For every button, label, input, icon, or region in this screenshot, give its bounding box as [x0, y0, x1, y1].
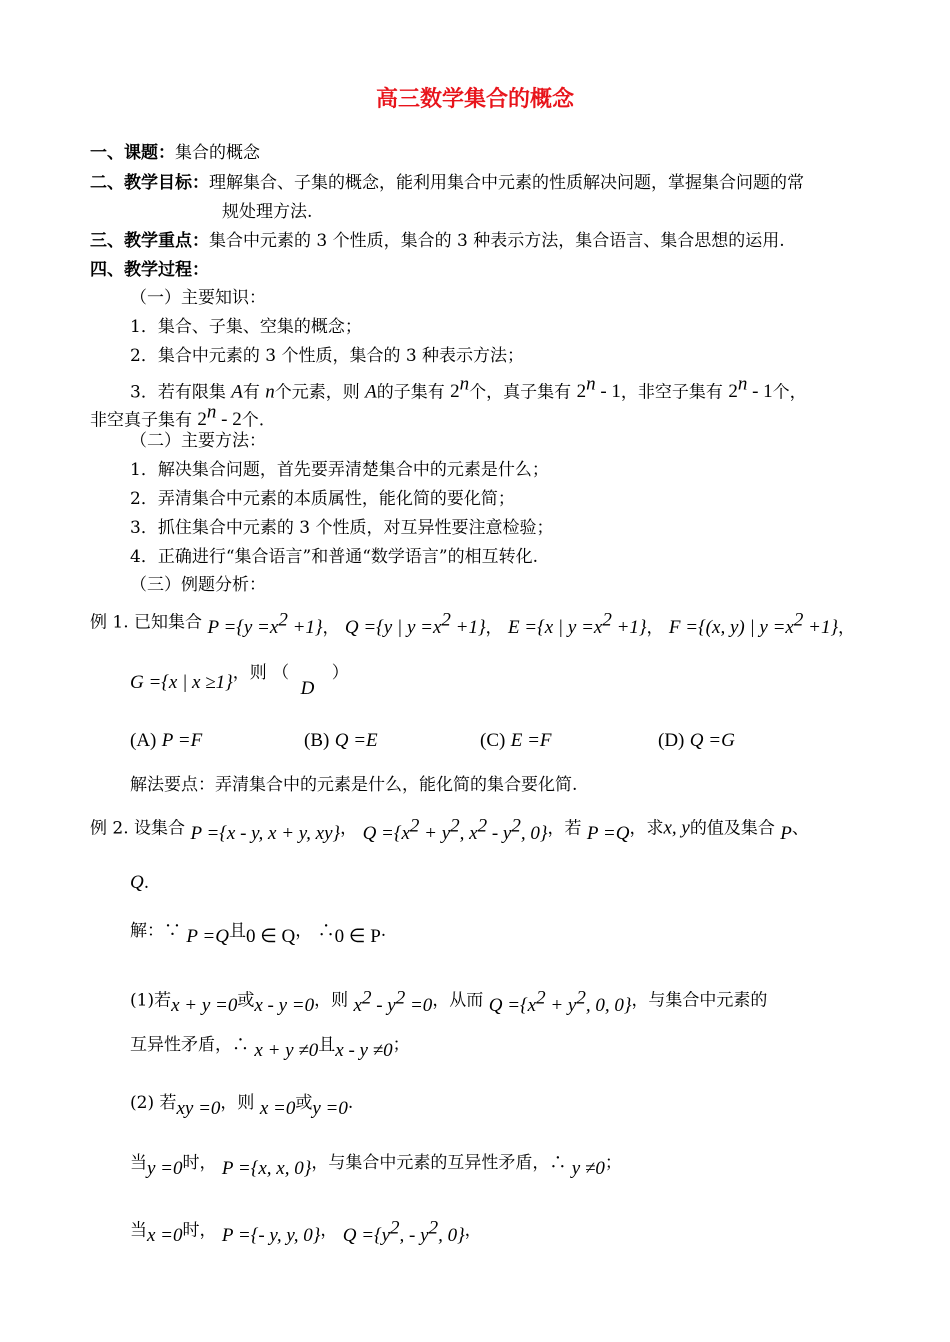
set-F: F ={(x, y) | $y =x^2 +1$}: [668, 610, 839, 639]
knowledge-item-3-cont: 非空真子集有 2$^n$ - 2个.: [90, 402, 265, 431]
example-1-question-cont: G ={x | x ≥1}，则 （ D ）: [130, 663, 349, 699]
set-Q-def: $Q =\{x^2 + y^2$, $x^2 - y^2$, 0}: [362, 816, 548, 845]
option-a: (A) P =F: [130, 730, 203, 751]
example-2-question-cont: Q.: [130, 872, 150, 893]
math-A: A: [231, 381, 243, 403]
section-focus-text: 集合中元素的 3 个性质，集合的 3 种表示方法，集合语言、集合思想的运用.: [209, 231, 785, 251]
example-1-key: 解法要点：弄清集合中的元素是什么，能化简的集合要化简.: [130, 775, 578, 795]
set-Q: Q ={y | $y =x^2 +1$}: [344, 610, 486, 639]
section-topic-heading: 一、课题：: [90, 143, 175, 163]
math-2n-minus-2: 2$^n$ - 2: [197, 402, 242, 431]
methods-heading: （二）主要方法：: [130, 431, 266, 451]
set-P: $P =\{y =x^2 +1\}$: [207, 610, 323, 639]
knowledge-item-3: 3．若有限集 A有 n个元素，则 A的子集有 2$^n$个，真子集有 2$^n$ - 1，非空子集有 2$^n$ - 1个，: [130, 374, 807, 403]
page-title: 高三数学集合的概念: [375, 87, 574, 112]
knowledge-item-2: 2．集合中元素的 3 个性质，集合的 3 种表示方法；: [130, 346, 525, 366]
set-G: G ={x | x ≥1}: [130, 672, 233, 693]
methods-item-2: 2．弄清集合中元素的本质属性，能化简的要化简；: [130, 489, 515, 509]
section-goals: [90, 172, 804, 194]
example-1-question: 例 1. 已知集合 $P =\{y =x^2 +1\}$， Q ={y | $y =x^2 +1$}， E ={x | $y =x^2 +1$}， F ={(x, y) | $y =x^2 +1$}，: [90, 610, 856, 639]
methods-item-3: 3．抓住集合中元素的 3 个性质，对互异性要注意检验；: [130, 518, 554, 538]
section-goals-text: 理解集合、子集的概念，能利用集合中元素的性质解决问题，掌握集合问题的常: [209, 173, 804, 193]
math-2n-minus-1: 2$^n$ - 1: [576, 374, 621, 403]
solution-case-2: (2) 若xy =0，则 x =0或y =0.: [130, 1093, 354, 1119]
methods-item-1: 1．解决集合问题，首先要弄清楚集合中的元素是什么；: [130, 460, 549, 480]
section-goals-cont: 规处理方法.: [222, 202, 313, 222]
section-focus: [90, 230, 785, 252]
answer: D: [300, 678, 315, 699]
section-topic-text: 集合的概念: [175, 143, 260, 163]
set-E: E ={x | $y =x^2 +1$}: [507, 610, 647, 639]
option-b: (B) Q =E: [304, 730, 378, 751]
section-process-heading: 四、教学过程：: [90, 260, 209, 280]
math-n: n: [265, 381, 275, 403]
solution-line-1: 解：∵ P =Q且0 ∈ Q， ∴0 ∈ P.: [130, 921, 387, 947]
math-2n-minus-1: 2$^n$ - 1: [728, 374, 773, 403]
option-c: (C) E =F: [480, 730, 552, 751]
examples-heading: （三）例题分析：: [130, 575, 266, 595]
section-focus-heading: 三、教学重点：: [90, 231, 209, 251]
option-d: (D) Q =G: [658, 730, 735, 751]
set-P-def: P ={x - y, x + y, xy}: [190, 823, 341, 845]
section-topic: [90, 142, 260, 164]
solution-case-x0: 当x =0时， P ={- y, y, 0}， $Q =\{y^2$, - $y^2$, 0}，: [130, 1218, 482, 1247]
knowledge-item-1: 1．集合、子集、空集的概念；: [130, 317, 362, 337]
math-A: A: [365, 381, 377, 403]
section-goals-heading: 二、教学目标：: [90, 173, 209, 193]
methods-item-4: 4．正确进行“集合语言”和普通“数学语言”的相互转化.: [130, 547, 538, 567]
solution-case-1-cont: 互异性矛盾，∴ x + y ≠0且x - y ≠0；: [130, 1035, 410, 1061]
knowledge-heading: （一）主要知识：: [130, 288, 266, 308]
solution-case-1: (1)若x + y =0或x - y =0，则 $x^2 - y^2 =0$，从而 $Q =\{x^2 + y^2$, 0, 0}，与集合中元素的: [130, 988, 768, 1017]
example-2-question: 例 2. 设集合 P ={x - y, x + y, xy}， $Q =\{x^2 + y^2$, $x^2 - y^2$, 0}，若 P =Q，求x, y的值及集合 P、: [90, 816, 809, 845]
solution-case-y0: 当y =0时， P ={x, x, 0}，与集合中元素的互异性矛盾，∴ y ≠0；: [130, 1153, 622, 1179]
math-2n: 2$^n$: [450, 374, 470, 403]
